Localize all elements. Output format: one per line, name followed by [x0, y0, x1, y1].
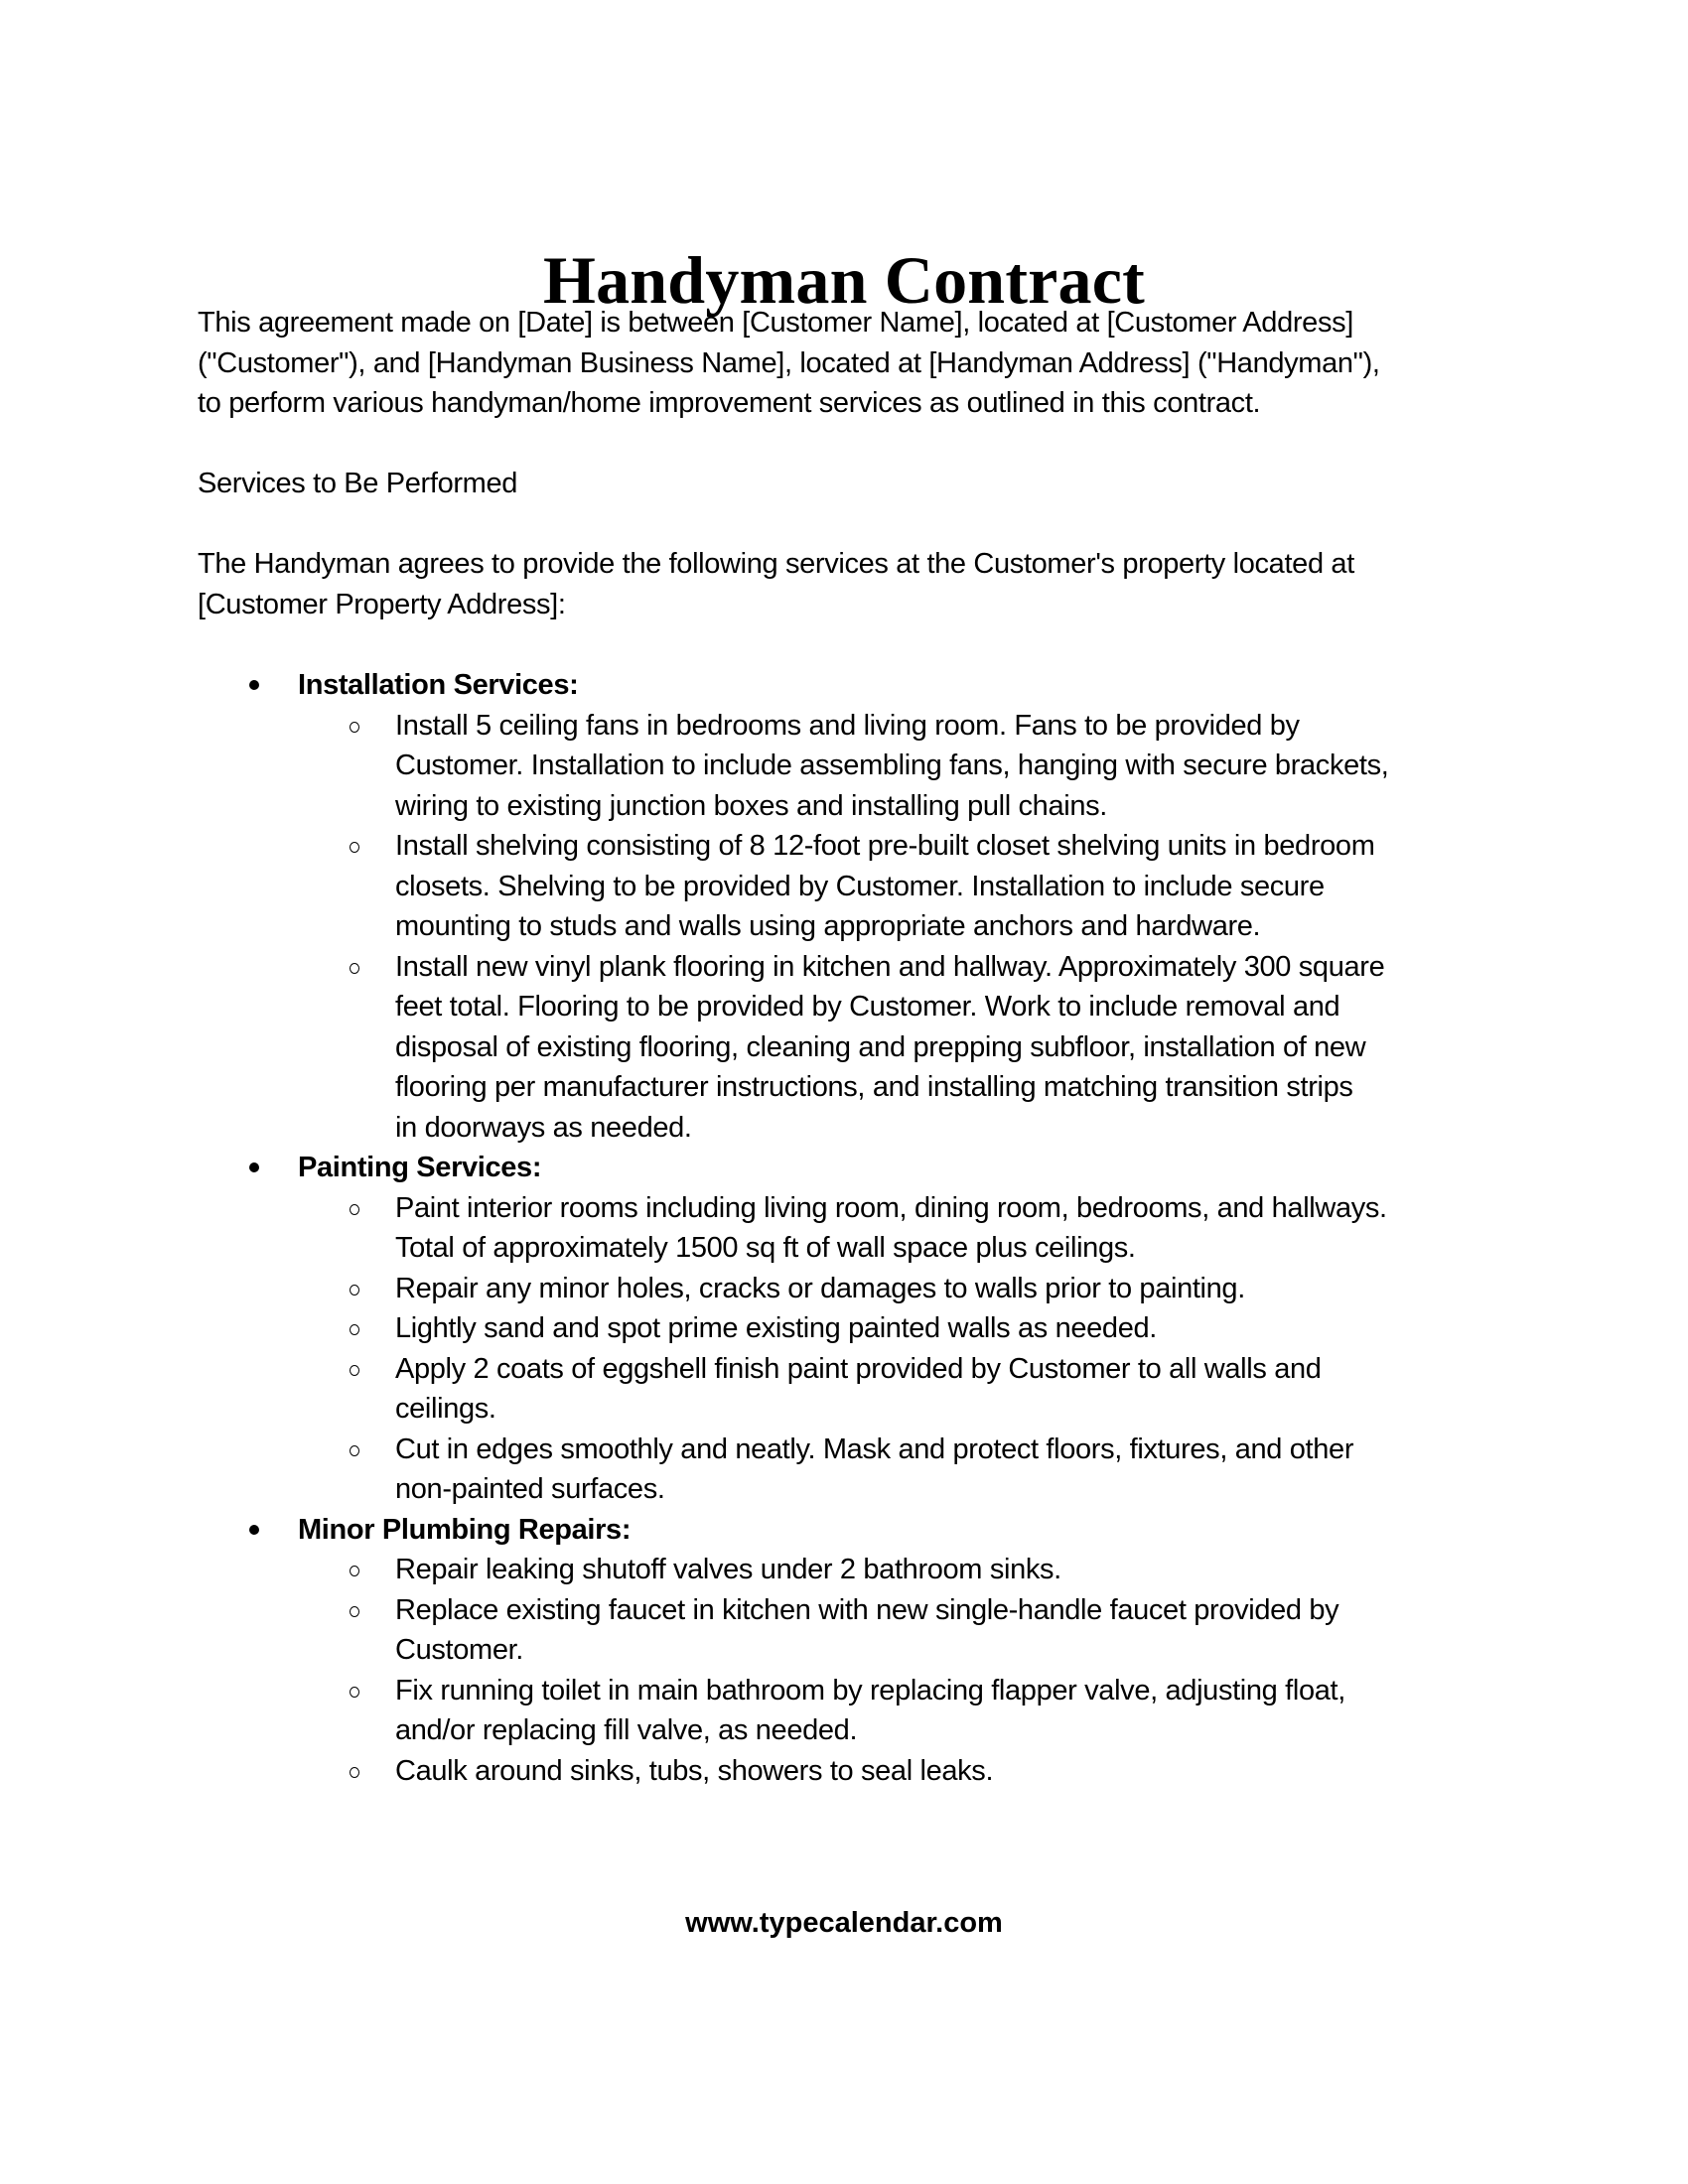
service-item-line: Customer.: [395, 1634, 524, 1666]
service-item-text: [395, 706, 1688, 827]
service-item-line: Cut in edges smoothly and neatly. Mask and protect floors, fixtures, and other: [395, 1433, 1354, 1465]
service-item: [0, 706, 1688, 827]
service-item-line: Paint interior rooms including living room, dining room, bedrooms, and hallways.: [395, 1191, 1387, 1224]
service-item: [0, 1671, 1688, 1751]
service-item-line: Total of approximately 1500 sq ft of wall space plus ceilings.: [395, 1232, 1136, 1264]
service-category: [0, 665, 1688, 1148]
service-item-line: flooring per manufacturer instructions, and installing matching transition strips: [395, 1071, 1353, 1103]
service-item-text: [395, 1550, 1688, 1590]
circle-bullet-icon: [350, 1687, 359, 1698]
service-item: [0, 947, 1688, 1149]
service-item-line: in doorways as needed.: [395, 1111, 692, 1144]
service-item-line: Repair leaking shutoff valves under 2 bathroom sinks.: [395, 1554, 1061, 1585]
service-item-line: Apply 2 coats of eggshell finish paint provided by Customer to all walls and: [395, 1352, 1322, 1385]
services-heading: Services to Be Performed: [198, 468, 518, 499]
service-item-text: [395, 1349, 1688, 1430]
service-item-text: [395, 1751, 1688, 1792]
service-item: [0, 1430, 1688, 1510]
circle-bullet-icon: [350, 1365, 359, 1376]
service-item-text: [395, 1269, 1688, 1309]
service-item-line: closets. Shelving to be provided by Customer. Installation to include secure: [395, 870, 1325, 902]
lead-paragraph: [198, 544, 1508, 624]
service-item: [0, 1308, 1688, 1349]
service-item-text: [395, 1671, 1688, 1751]
service-category: [0, 1148, 1688, 1510]
service-item-text: [395, 1308, 1688, 1349]
footer-website-link[interactable]: www.typecalendar.com: [685, 1907, 1003, 1939]
circle-bullet-icon: [350, 1204, 359, 1215]
circle-bullet-icon: [350, 1285, 359, 1296]
intro-line: ("Customer"), and [Handyman Business Name], located at [Handyman Address] ("Handyman"),: [198, 346, 1380, 379]
service-category-heading: [0, 665, 1688, 706]
bullet-icon: [249, 680, 259, 690]
service-item-line: Install shelving consisting of 8 12-foot pre-built closet shelving units in bedroom: [395, 830, 1375, 862]
service-item: [0, 1188, 1688, 1269]
circle-bullet-icon: [350, 963, 359, 974]
intro-line: to perform various handyman/home improvement services as outlined in this contract.: [198, 387, 1261, 419]
circle-bullet-icon: [350, 1767, 359, 1778]
service-item-line: non-painted surfaces.: [395, 1473, 665, 1505]
service-item: [0, 1550, 1688, 1590]
service-item-line: and/or replacing fill valve, as needed.: [395, 1714, 858, 1746]
lead-line: [Customer Property Address]:: [198, 588, 566, 620]
service-category: [0, 1510, 1688, 1792]
service-item-text: [395, 1590, 1688, 1671]
service-item-text: [395, 826, 1688, 947]
service-item-text: [395, 1430, 1688, 1510]
service-item-text: [395, 1188, 1688, 1269]
service-category-heading: [0, 1510, 1688, 1551]
circle-bullet-icon: [350, 1566, 359, 1576]
intro-line: This agreement made on [Date] is between [Customer Name], located at [Customer Address]: [198, 307, 1353, 339]
service-item: [0, 1269, 1688, 1309]
lead-line: The Handyman agrees to provide the following services at the Customer's property located at: [198, 548, 1354, 580]
service-item: [0, 1349, 1688, 1430]
service-item-line: feet total. Flooring to be provided by Customer. Work to include removal and: [395, 991, 1340, 1023]
service-item-line: Install new vinyl plank flooring in kitchen and hallway. Approximately 300 square: [395, 950, 1385, 983]
service-item: [0, 1590, 1688, 1671]
service-item-line: mounting to studs and walls using appropriate anchors and hardware.: [395, 910, 1261, 942]
service-category-label: Painting Services:: [298, 1152, 542, 1183]
document-title: Handyman Contract: [543, 241, 1145, 318]
circle-bullet-icon: [350, 722, 359, 733]
service-item-line: ceilings.: [395, 1393, 496, 1425]
service-category-label: Minor Plumbing Repairs:: [298, 1513, 632, 1546]
service-item-text: [395, 947, 1688, 1149]
circle-bullet-icon: [350, 1606, 359, 1617]
circle-bullet-icon: [350, 1445, 359, 1456]
bullet-icon: [249, 1525, 259, 1535]
circle-bullet-icon: [350, 842, 359, 853]
service-item: [0, 826, 1688, 947]
service-item-line: wiring to existing junction boxes and installing pull chains.: [395, 789, 1107, 822]
service-item-line: Fix running toilet in main bathroom by replacing flapper valve, adjusting float,: [395, 1674, 1345, 1706]
service-item-line: Customer. Installation to include assembling fans, hanging with secure brackets,: [395, 750, 1389, 781]
service-item: [0, 1751, 1688, 1792]
service-item-line: Caulk around sinks, tubs, showers to seal leaks.: [395, 1754, 994, 1787]
service-item-line: Replace existing faucet in kitchen with new single-handle faucet provided by: [395, 1593, 1339, 1626]
service-item-line: Lightly sand and spot prime existing painted walls as needed.: [395, 1312, 1157, 1344]
service-item-line: Repair any minor holes, cracks or damages to walls prior to painting.: [395, 1272, 1245, 1304]
service-item-line: Install 5 ceiling fans in bedrooms and living room. Fans to be provided by: [395, 709, 1300, 742]
service-category-label: Installation Services:: [298, 669, 579, 701]
service-category-heading: [0, 1148, 1688, 1188]
services-list: [0, 665, 1688, 1791]
service-item-line: disposal of existing flooring, cleaning and prepping subfloor, installation of new: [395, 1030, 1366, 1063]
bullet-icon: [249, 1162, 259, 1172]
circle-bullet-icon: [350, 1324, 359, 1335]
intro-paragraph: [198, 303, 1508, 424]
